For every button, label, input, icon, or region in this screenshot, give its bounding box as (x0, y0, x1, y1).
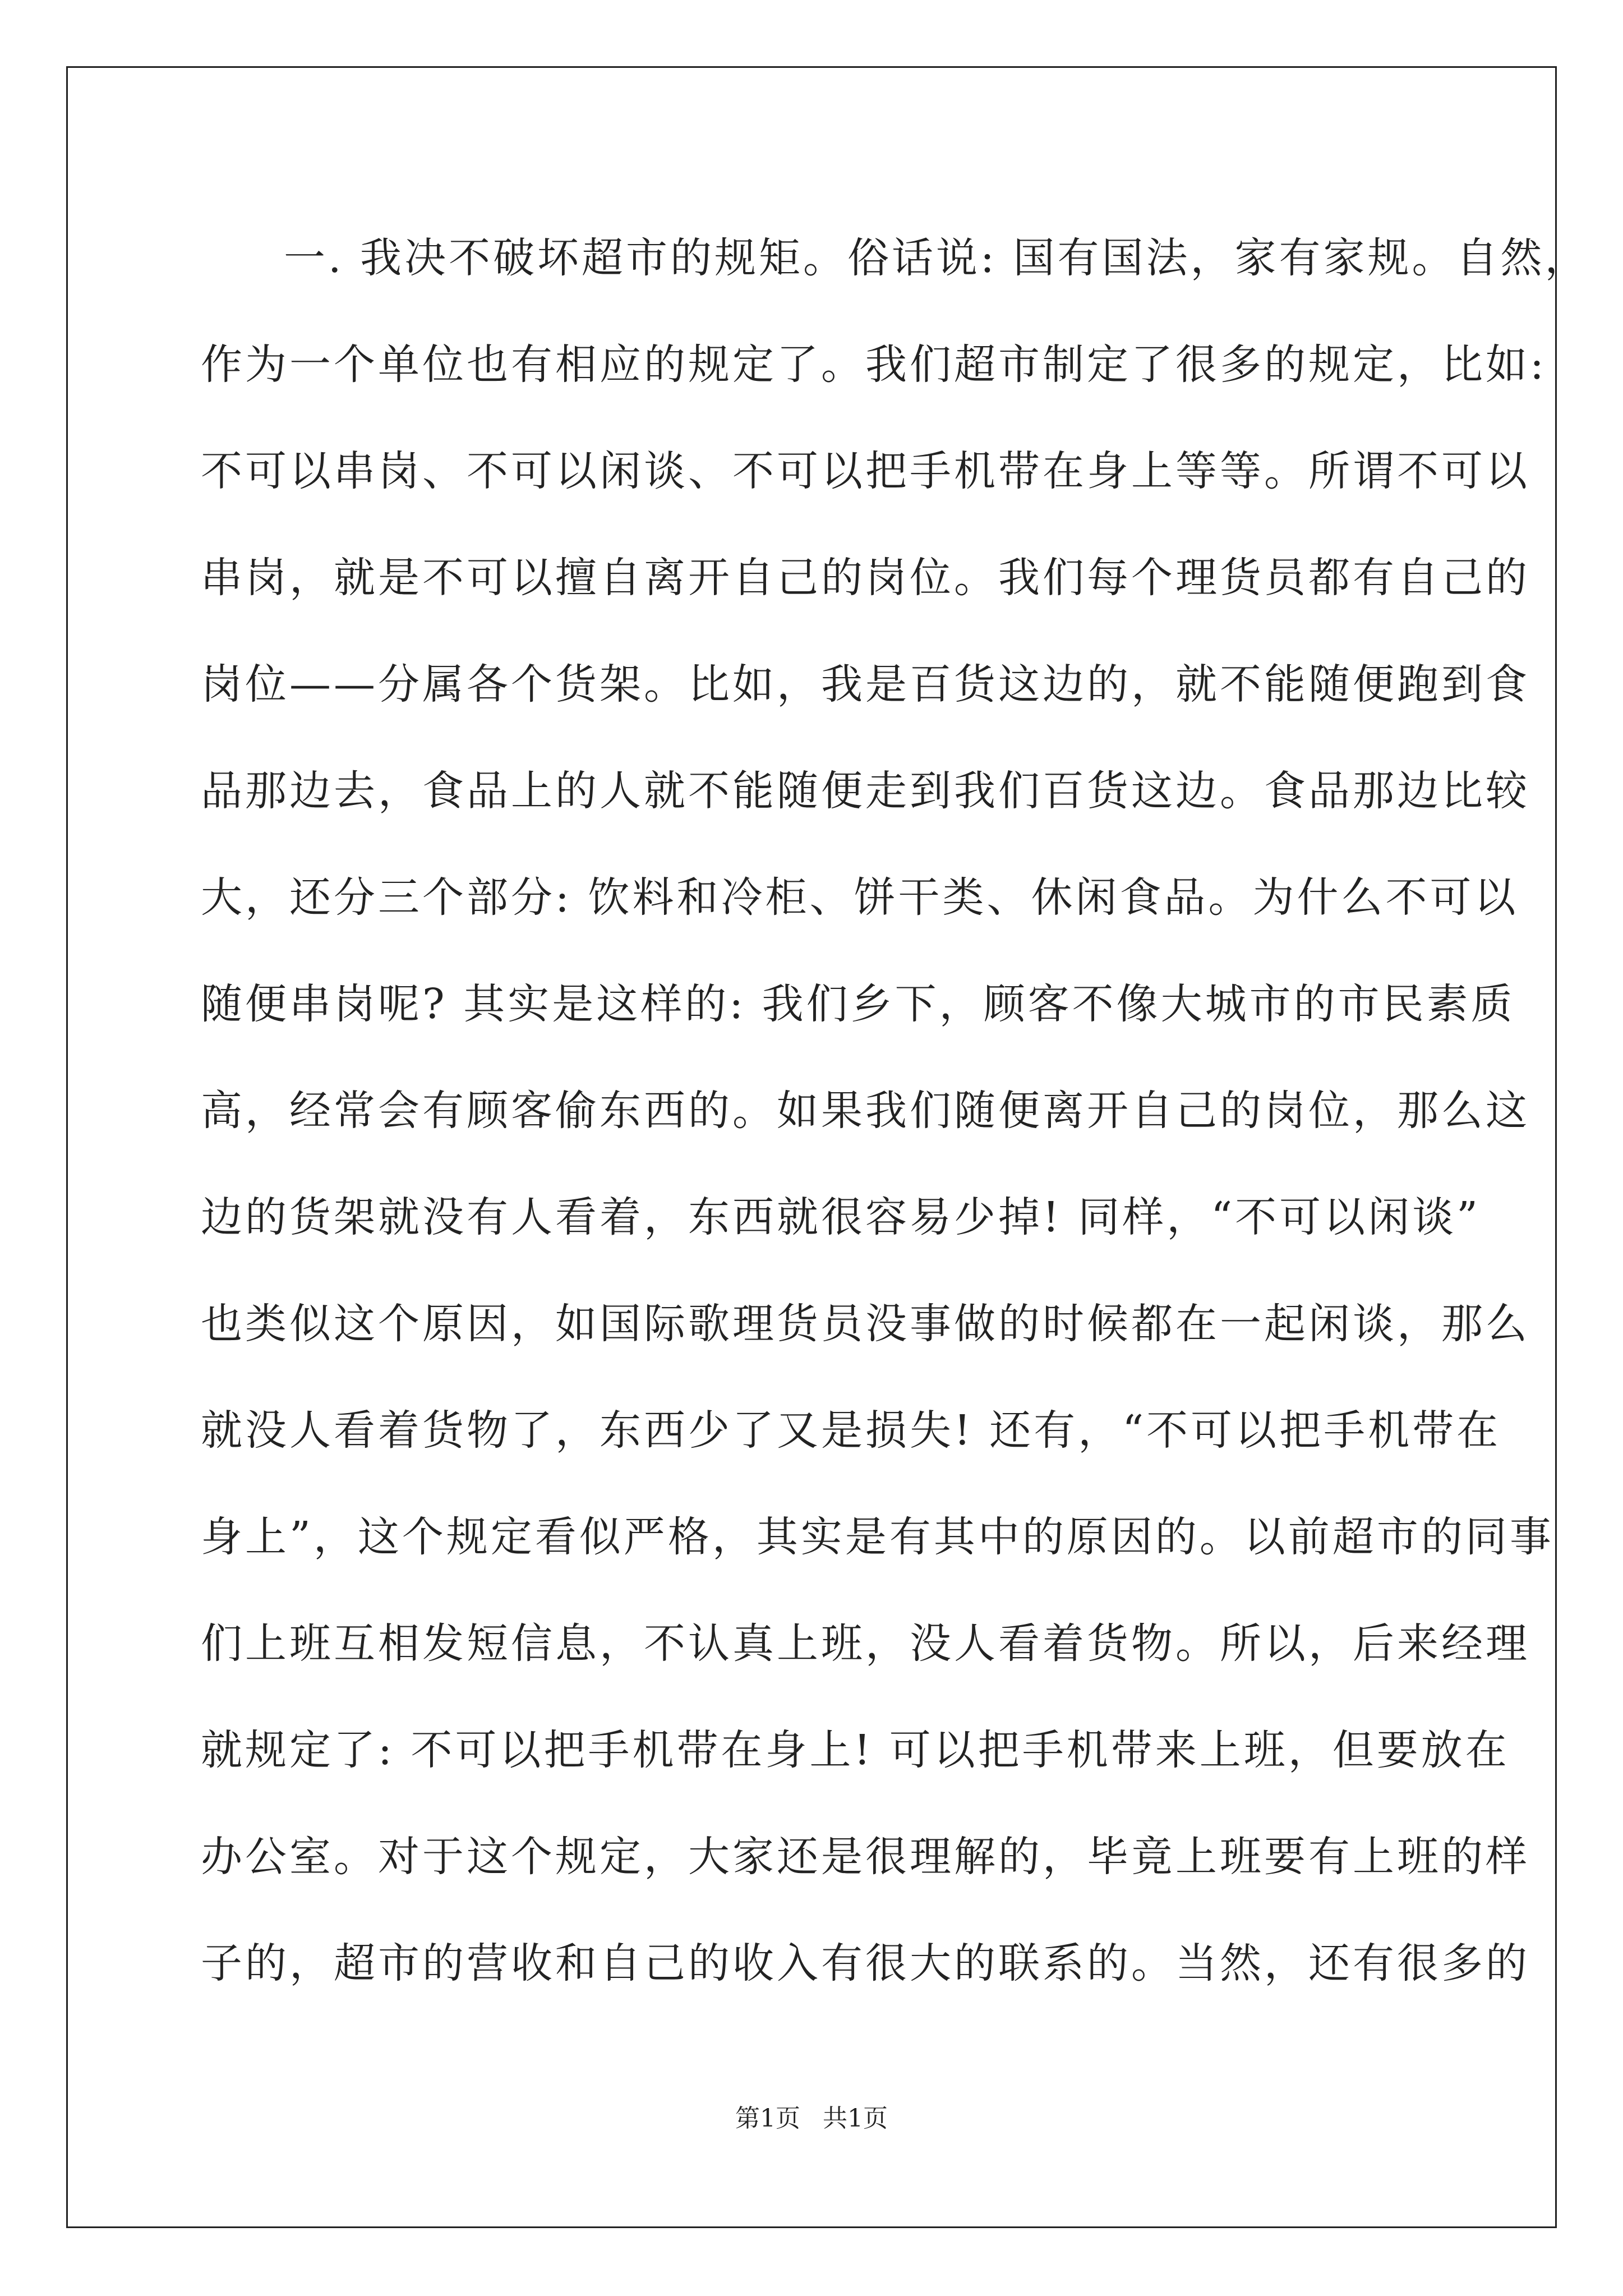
paragraph-line: 不可以串岗、不可以闲谈、不可以把手机带在身上等等。所谓不可以 (201, 447, 1530, 495)
paragraph-line: 大，还分三个部分: 饮料和冷柜、饼干类、休闲食品。为什么不可以 (201, 873, 1519, 922)
page-number: 第1页 (735, 2104, 800, 2133)
paragraph-line: 品那边去，食品上的人就不能随便走到我们百货这边。食品那边比较 (201, 767, 1530, 815)
paragraph-line: 就规定了: 不可以把手机带在身上! 可以把手机带来上班，但要放在 (201, 1726, 1510, 1774)
body-paragraph (201, 205, 1589, 2017)
paragraph-line: 高，经常会有顾客偷东西的。如果我们随便离开自己的岗位，那么这 (201, 1087, 1530, 1135)
paragraph-line: 随便串岗呢? 其实是这样的: 我们乡下，顾客不像大城市的市民素质 (201, 980, 1515, 1028)
paragraph-line: 们上班互相发短信息，不认真上班，没人看着货物。所以，后来经理 (201, 1619, 1530, 1668)
paragraph-line: 就没人看着货物了，东西少了又是损失! 还有，“不可以把手机带在 (201, 1406, 1501, 1455)
paragraph-line: 身上”，这个规定看似严格，其实是有其中的原因的。以前超市的同事 (201, 1513, 1554, 1561)
paragraph-line: 作为一个单位也有相应的规定了。我们超市制定了很多的规定，比如: (201, 341, 1547, 389)
paragraph-line: 一. 我决不破坏超市的规矩。俗话说: 国有国法，家有家规。自然， (284, 234, 1589, 282)
paragraph-line: 边的货架就没有人看着，东西就很容易少掉! 同样，“不可以闲谈” (201, 1193, 1481, 1241)
paragraph-line: 子的，超市的营收和自己的收入有很大的联系的。当然，还有很多的 (201, 1939, 1530, 1987)
paragraph-line: 也类似这个原因，如国际歌理货员没事做的时候都在一起闲谈，那么 (201, 1300, 1530, 1348)
paragraph-line: 串岗，就是不可以擅自离开自己的岗位。我们每个理货员都有自己的 (201, 554, 1530, 602)
paragraph-line: 岗位——分属各个货架。比如，我是百货这边的，就不能随便跑到食 (201, 660, 1530, 708)
page-total: 共1页 (823, 2104, 888, 2133)
page-footer (0, 2098, 1623, 2134)
paragraph-line: 办公室。对于这个规定，大家还是很理解的，毕竟上班要有上班的样 (201, 1833, 1530, 1881)
